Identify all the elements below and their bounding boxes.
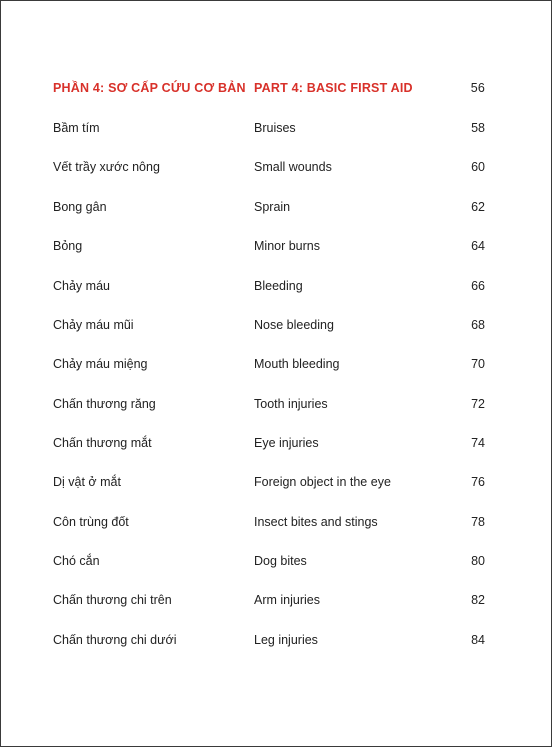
toc-entry	[1, 118, 551, 138]
entry-title-en: Dog bites	[254, 554, 307, 568]
entry-page-number: 72	[471, 397, 485, 411]
entry-title-en: Mouth bleeding	[254, 357, 340, 371]
entry-title-en: Small wounds	[254, 160, 332, 174]
entry-title-vi: Chấn thương mắt	[53, 436, 152, 450]
toc-entry	[1, 472, 551, 492]
toc-entry	[1, 433, 551, 453]
toc-entry	[1, 354, 551, 374]
entry-title-vi: Dị vật ở mắt	[53, 475, 121, 489]
section-title-en: PART 4: BASIC FIRST AID	[254, 81, 413, 95]
entry-title-vi: Bỏng	[53, 239, 83, 253]
section-title-vi: PHẦN 4: SƠ CẤP CỨU CƠ BẢN	[53, 81, 246, 95]
toc-entry	[1, 512, 551, 532]
toc-entry	[1, 157, 551, 177]
entry-title-vi: Vết trầy xước nông	[53, 160, 160, 174]
entry-page-number: 62	[471, 200, 485, 214]
toc-section-header	[1, 78, 551, 98]
entry-title-en: Nose bleeding	[254, 318, 334, 332]
entry-title-vi: Chấn thương răng	[53, 397, 156, 411]
entry-title-en: Tooth injuries	[254, 397, 328, 411]
entry-title-vi: Chảy máu mũi	[53, 318, 134, 332]
entry-page-number: 84	[471, 633, 485, 647]
entry-page-number: 68	[471, 318, 485, 332]
entry-title-vi: Bầm tím	[53, 121, 100, 135]
toc-entry	[1, 590, 551, 610]
entry-page-number: 80	[471, 554, 485, 568]
toc-entry	[1, 236, 551, 256]
entry-title-en: Minor burns	[254, 239, 320, 253]
entry-title-en: Arm injuries	[254, 593, 320, 607]
entry-page-number: 82	[471, 593, 485, 607]
entry-title-en: Eye injuries	[254, 436, 319, 450]
entry-title-vi: Chảy máu miệng	[53, 357, 148, 371]
entry-page-number: 70	[471, 357, 485, 371]
entry-page-number: 60	[471, 160, 485, 174]
section-page-number: 56	[470, 81, 485, 95]
entry-page-number: 66	[471, 279, 485, 293]
toc-entry	[1, 276, 551, 296]
entry-title-vi: Bong gân	[53, 200, 107, 214]
toc-entry	[1, 551, 551, 571]
entry-page-number: 78	[471, 515, 485, 529]
entry-title-vi: Chấn thương chi trên	[53, 593, 172, 607]
entry-title-vi: Chó cắn	[53, 554, 100, 568]
entry-title-en: Leg injuries	[254, 633, 318, 647]
entry-title-en: Foreign object in the eye	[254, 475, 391, 489]
entry-title-en: Insect bites and stings	[254, 515, 378, 529]
entry-title-en: Sprain	[254, 200, 291, 214]
toc-entry	[1, 394, 551, 414]
entry-title-en: Bruises	[254, 121, 296, 135]
entry-page-number: 64	[471, 239, 485, 253]
entry-title-vi: Côn trùng đốt	[53, 515, 129, 529]
entry-page-number: 58	[471, 121, 485, 135]
entry-title-vi: Chảy máu	[53, 279, 110, 293]
toc-entry	[1, 630, 551, 650]
entry-page-number: 76	[471, 475, 485, 489]
toc-entry	[1, 315, 551, 335]
entry-title-vi: Chấn thương chi dưới	[53, 633, 177, 647]
toc-entry	[1, 197, 551, 217]
entry-title-en: Bleeding	[254, 279, 303, 293]
entry-page-number: 74	[471, 436, 485, 450]
